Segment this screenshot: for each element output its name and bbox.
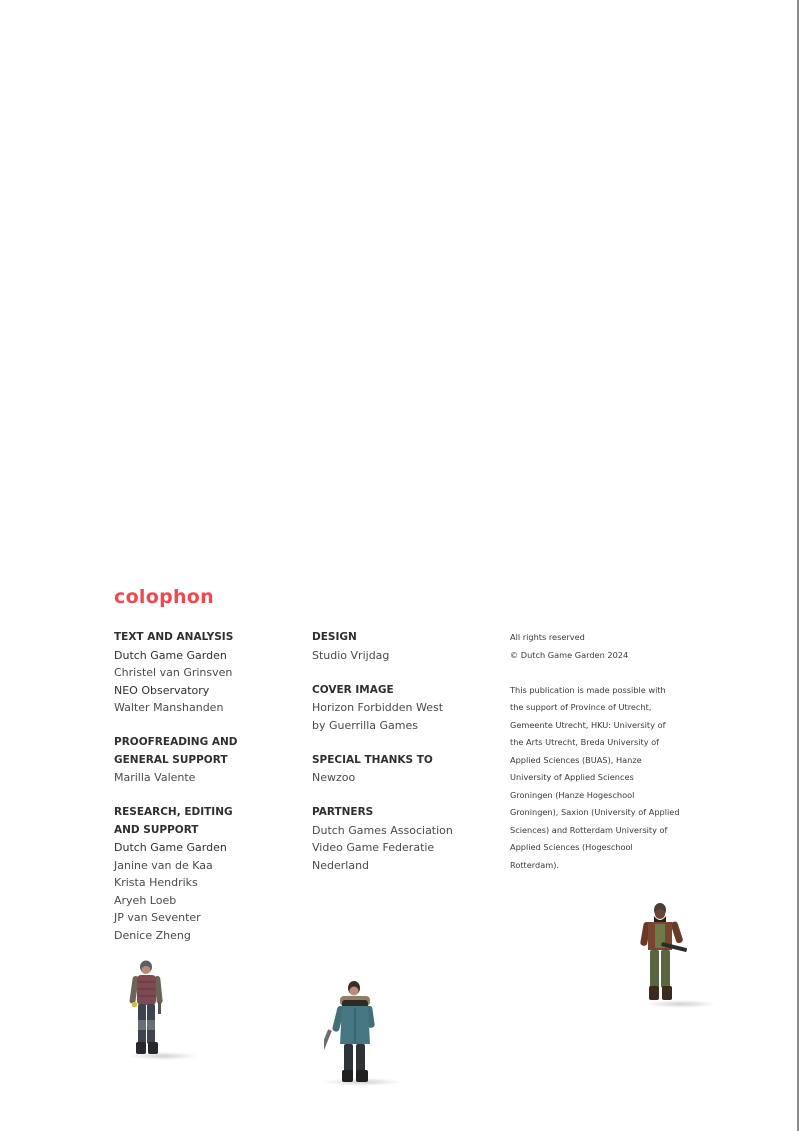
credit-value: Horizon Forbidden West: [312, 701, 444, 714]
support-line: Gemeente Utrecht, HKU: University of: [510, 719, 666, 730]
rights-line: All rights reserved: [510, 632, 585, 642]
credit-block-partners: [312, 804, 502, 874]
copyright-line: © Dutch Game Garden 2024: [510, 649, 629, 660]
page-title: colophon: [114, 586, 214, 608]
support-line: Sciences) and Rotterdam University of: [510, 824, 668, 835]
support-line: Applied Sciences (BUAS), Hanze: [510, 754, 642, 765]
credit-org: Dutch Game Garden: [114, 648, 227, 662]
credit-block-text-analysis: [114, 629, 304, 717]
credits-column-middle: [312, 629, 502, 892]
credit-person: Krista Hendriks: [114, 876, 198, 889]
credit-heading: COVER IMAGE: [312, 683, 394, 696]
credit-person: Denice Zheng: [114, 928, 191, 942]
credit-person: Aryeh Loeb: [114, 893, 177, 907]
credit-value: Dutch Games Association: [312, 823, 453, 837]
credit-heading: AND SUPPORT: [114, 823, 199, 836]
rights-block: [510, 629, 700, 664]
credit-value: Nederland: [312, 858, 370, 872]
credit-value: Studio Vrijdag: [312, 648, 390, 662]
support-line: Groningen), Saxion (University of Applied: [510, 807, 680, 817]
credit-person: Walter Manshanden: [114, 701, 224, 714]
support-statement: [510, 682, 700, 875]
credit-block-special-thanks: [312, 752, 502, 787]
character-green-pants-figure: [638, 900, 694, 1010]
credit-heading: PROOFREADING AND: [114, 736, 238, 748]
page-edge-line: [797, 0, 799, 1131]
credit-heading: TEXT AND ANALYSIS: [114, 631, 234, 643]
credits-column-right: [510, 629, 700, 892]
support-line: This publication is made possible with: [510, 684, 666, 695]
credit-block-cover-image: [312, 682, 502, 735]
character-teal-coat-figure: [324, 978, 388, 1086]
support-line: the support of Province of Utrecht,: [510, 702, 652, 712]
credit-person: Janine van de Kaa: [114, 858, 213, 872]
credit-heading: GENERAL SUPPORT: [114, 753, 228, 766]
credit-block-research: [114, 804, 304, 944]
support-line: University of Applied Sciences: [510, 772, 634, 782]
credit-block-design: [312, 629, 502, 664]
credit-org: NEO Observatory: [114, 683, 210, 697]
support-line: Groningen (Hanze Hogeschool: [510, 789, 635, 800]
credits-column-left: [114, 629, 304, 962]
credit-value: Video Game Federatie: [312, 841, 435, 854]
support-line: Rotterdam).: [510, 859, 559, 870]
credit-org: Dutch Game Garden: [114, 841, 227, 854]
credit-heading: RESEARCH, EDITING: [114, 806, 233, 818]
credit-heading: SPECIAL THANKS TO: [312, 753, 433, 766]
credit-person: Marilla Valente: [114, 771, 196, 784]
character-red-vest-figure: [124, 958, 174, 1062]
support-line: Applied Sciences (Hogeschool: [510, 842, 633, 852]
credit-block-proofreading: [114, 734, 304, 787]
support-line: the Arts Utrecht, Breda University of: [510, 737, 660, 747]
credit-value: by Guerrilla Games: [312, 718, 418, 732]
credit-person: JP van Seventer: [114, 911, 201, 924]
credit-person: Christel van Grinsven: [114, 666, 233, 679]
credit-value: Newzoo: [312, 771, 356, 784]
credit-heading: PARTNERS: [312, 806, 374, 818]
credit-heading: DESIGN: [312, 631, 357, 643]
